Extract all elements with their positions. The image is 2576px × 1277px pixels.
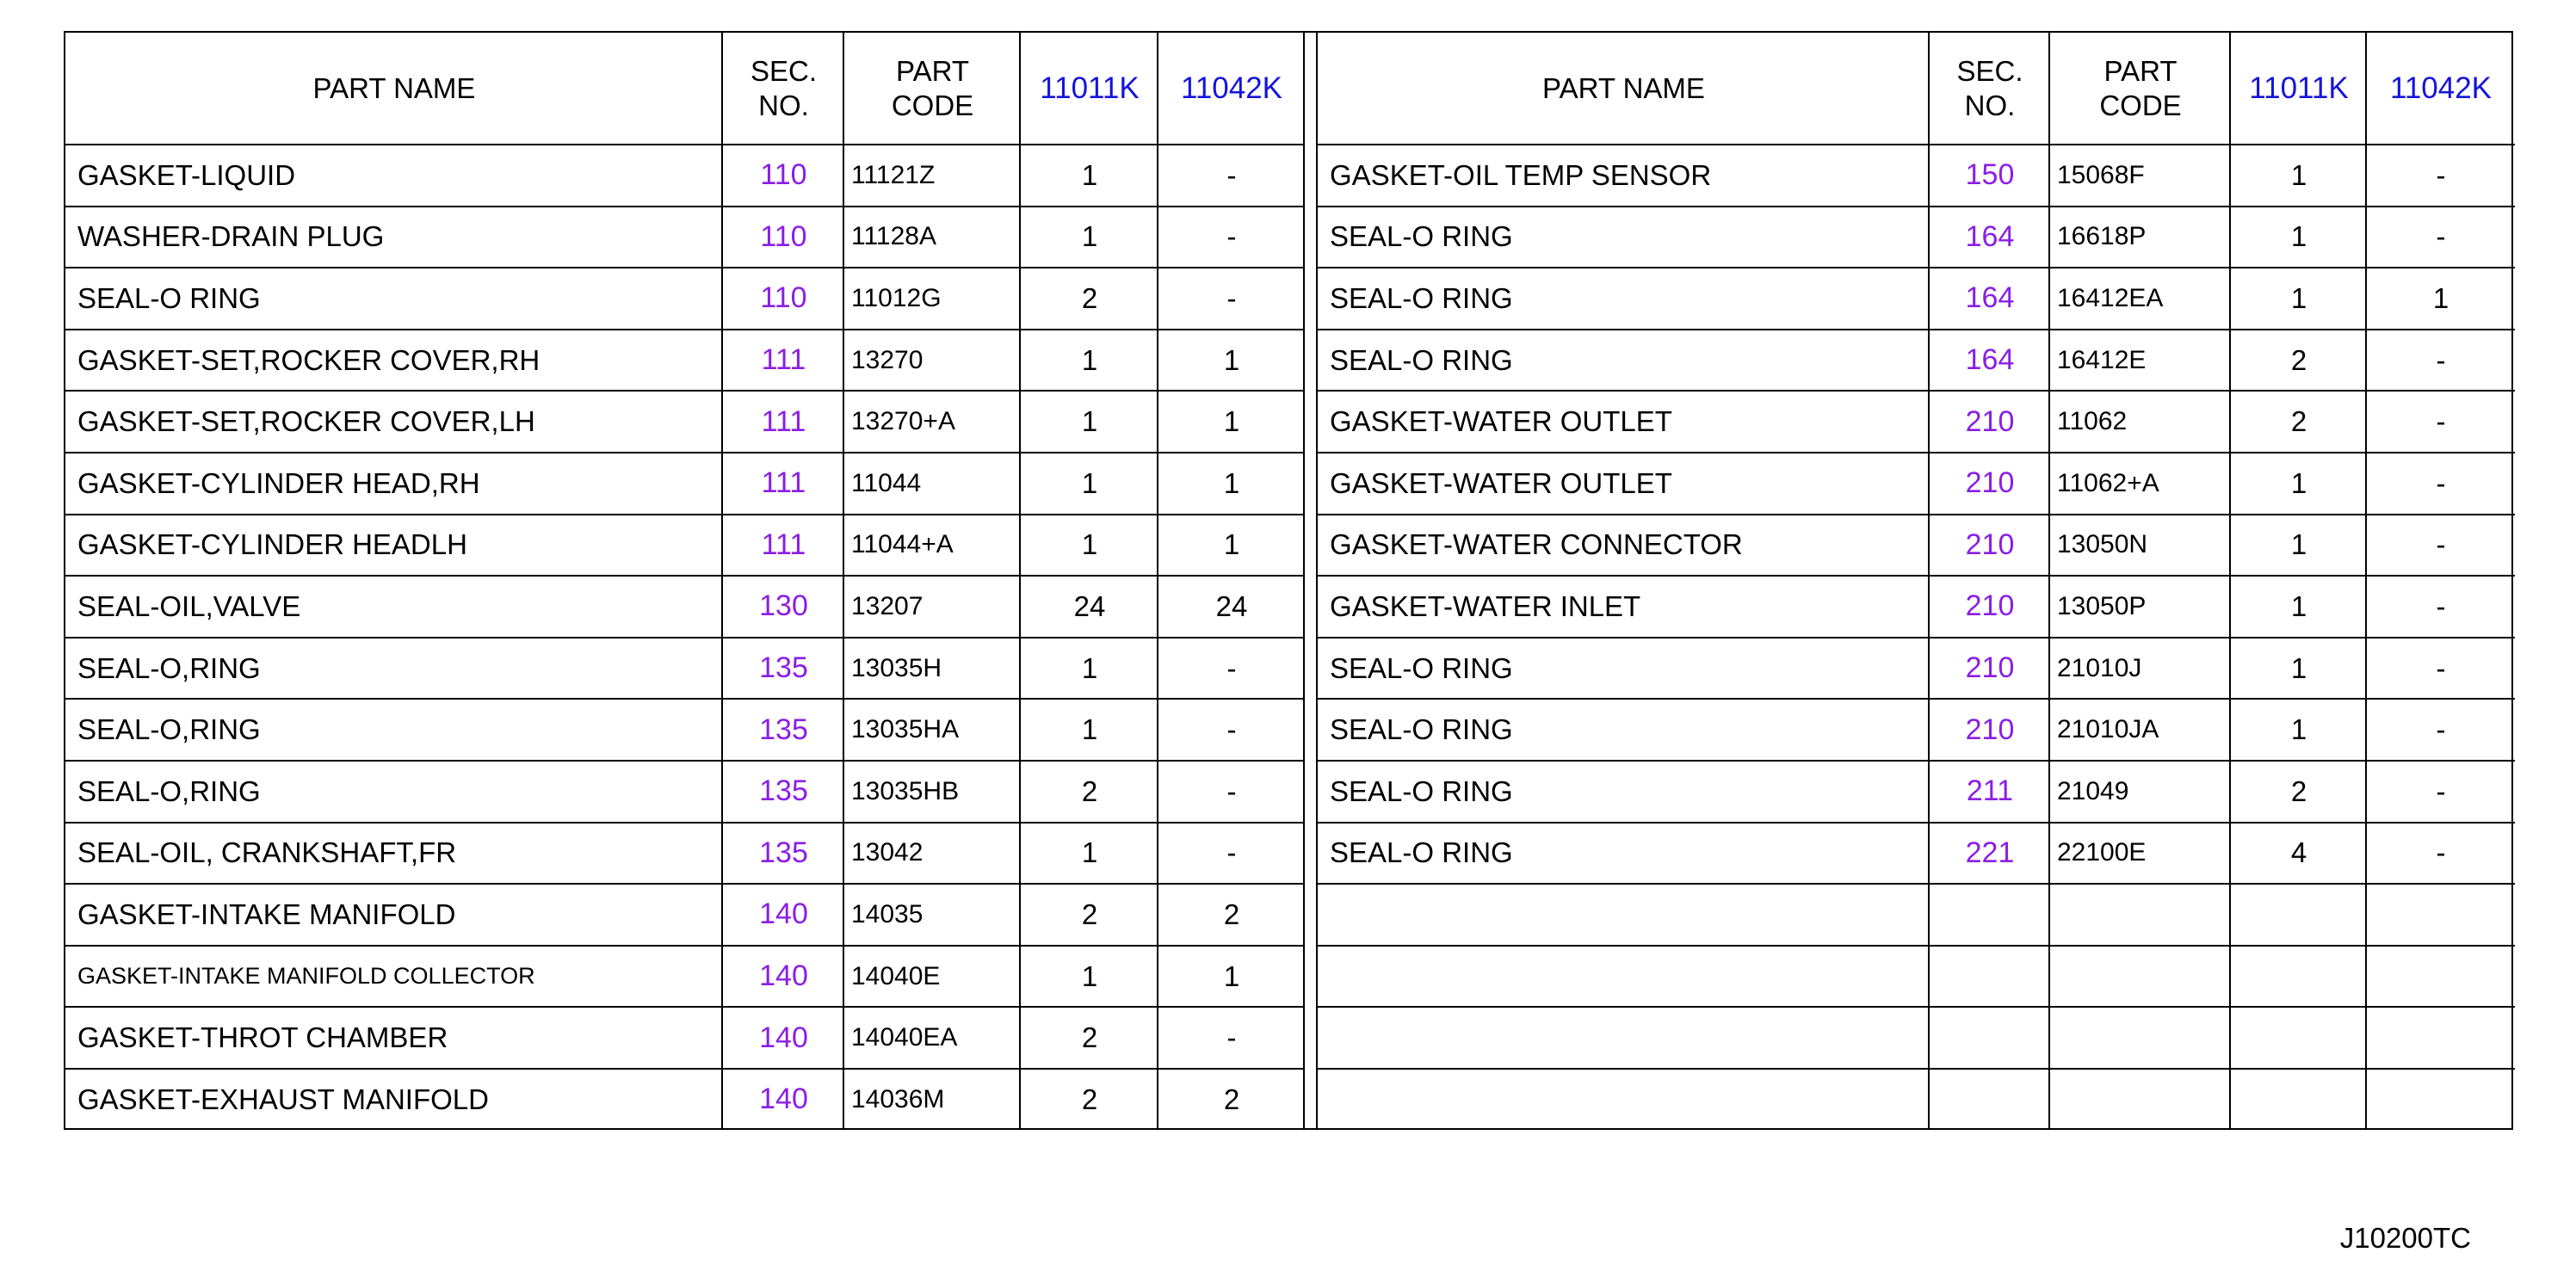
left-part-code: 11044 — [851, 468, 922, 497]
right-qty-11042k: - — [2436, 528, 2446, 561]
right-qty-11042k: - — [2436, 836, 2446, 869]
left-sec-no: 140 — [759, 1021, 808, 1054]
right-part-name: GASKET-WATER OUTLET — [1330, 405, 1672, 438]
right-part-code: 15068F — [2057, 160, 2145, 189]
left-sec-no: 110 — [760, 219, 807, 253]
left-qty-11042k: 1 — [1223, 528, 1240, 561]
left-qty-11042k: 2 — [1223, 1083, 1240, 1115]
right-qty-11042k — [2367, 1069, 2515, 1131]
right-sec-no — [1930, 1069, 2050, 1131]
right-header-part-name-text: PART NAME — [1542, 72, 1705, 104]
left-sec-no: 111 — [761, 466, 806, 500]
right-sec-no: 210 — [1965, 527, 2015, 561]
right-sec-no: 164 — [1965, 343, 2015, 377]
left-qty-11042k: 1 — [1223, 405, 1240, 438]
left-sec-no: 135 — [759, 774, 808, 808]
right-part-code — [2050, 946, 2231, 1008]
left-header-model-11011k — [1021, 33, 1158, 145]
left-header-model-11011k-text: 11011K — [1040, 71, 1140, 105]
left-sec-no: 135 — [759, 713, 808, 746]
right-header-sec-no-line: SEC. — [1956, 55, 2023, 87]
right-header-sec-no — [1930, 33, 2050, 145]
right-qty-11011k: 1 — [2290, 713, 2307, 746]
right-qty-11011k: 1 — [2290, 528, 2307, 561]
right-part-code — [2050, 1069, 2231, 1131]
left-part-name: SEAL-O,RING — [77, 774, 261, 807]
left-qty-11042k: 2 — [1223, 898, 1240, 930]
right-qty-11042k: - — [2436, 343, 2446, 376]
left-qty-11042k: 1 — [1223, 959, 1240, 992]
left-qty-11042k: 1 — [1223, 466, 1240, 499]
right-sec-no: 210 — [1965, 651, 2015, 685]
left-part-name: SEAL-OIL, CRANKSHAFT,FR — [77, 836, 457, 869]
right-qty-11042k: 1 — [2432, 281, 2449, 314]
right-part-name: SEAL-O RING — [1330, 651, 1513, 684]
left-part-name: SEAL-O,RING — [77, 651, 261, 684]
left-qty-11011k: 1 — [1081, 405, 1098, 438]
left-qty-11042k: - — [1226, 281, 1237, 314]
left-sec-no: 111 — [761, 527, 806, 561]
right-part-code: 16412E — [2057, 345, 2147, 374]
right-qty-11042k: - — [2436, 220, 2446, 253]
right-part-code: 11062+A — [2057, 468, 2159, 497]
right-header-part-code-text — [2099, 54, 2181, 123]
left-sec-no: 140 — [759, 959, 808, 993]
right-qty-11042k: - — [2436, 158, 2446, 191]
left-header-sec-no-text — [751, 54, 817, 123]
left-qty-11011k: 1 — [1081, 343, 1098, 376]
right-qty-11042k: - — [2436, 589, 2446, 622]
left-qty-11042k: 1 — [1223, 343, 1240, 376]
right-sec-no: 211 — [1966, 774, 2014, 808]
right-qty-11011k — [2231, 884, 2367, 946]
left-part-name: GASKET-CYLINDER HEAD,RH — [77, 466, 480, 499]
left-sec-no: 135 — [759, 651, 808, 685]
left-header-model-11042k — [1158, 33, 1305, 145]
right-qty-11042k — [2367, 884, 2515, 946]
left-qty-11011k: 1 — [1081, 959, 1098, 992]
left-qty-11011k: 1 — [1081, 528, 1098, 561]
left-qty-11011k: 24 — [1073, 589, 1106, 622]
right-part-name: SEAL-O RING — [1330, 281, 1513, 314]
left-qty-11042k: - — [1226, 836, 1237, 869]
left-qty-11042k: - — [1226, 1021, 1237, 1054]
right-part-name: GASKET-OIL TEMP SENSOR — [1330, 158, 1712, 191]
left-sec-no: 135 — [759, 836, 808, 869]
left-qty-11011k: 1 — [1081, 713, 1098, 746]
right-part-name: SEAL-O RING — [1330, 774, 1513, 807]
left-part-code: 13035HB — [851, 776, 960, 805]
right-part-name: GASKET-WATER OUTLET — [1330, 466, 1672, 499]
right-header-part-code-line: PART — [2103, 55, 2178, 87]
right-part-code: 13050P — [2057, 591, 2147, 620]
right-sec-no: 164 — [1965, 281, 2015, 315]
left-qty-11011k: 1 — [1081, 651, 1098, 684]
right-qty-11011k: 1 — [2290, 158, 2307, 191]
left-sec-no: 110 — [760, 158, 807, 192]
drawing-number: J10200TC — [2339, 1222, 2471, 1254]
left-part-code: 11012G — [851, 283, 942, 312]
right-part-code — [2050, 1007, 2231, 1069]
left-qty-11011k: 1 — [1081, 220, 1098, 253]
left-part-code: 11121Z — [851, 160, 936, 189]
right-qty-11042k: - — [2436, 466, 2446, 499]
right-qty-11011k — [2231, 946, 2367, 1008]
left-part-name: GASKET-CYLINDER HEADLH — [77, 528, 467, 561]
left-qty-11011k: 1 — [1081, 466, 1098, 499]
left-header-part-code-line: CODE — [891, 89, 974, 121]
right-qty-11042k — [2367, 1007, 2515, 1069]
left-sec-no: 130 — [759, 589, 808, 623]
right-part-name — [1318, 1007, 1930, 1069]
left-part-name: GASKET-SET,ROCKER COVER,LH — [77, 405, 535, 438]
right-sec-no: 210 — [1965, 589, 2015, 623]
right-header-sec-no-text — [1956, 54, 2023, 123]
right-header-model-11042k-text: 11042K — [2389, 71, 2493, 105]
right-sec-no: 150 — [1965, 158, 2015, 192]
right-part-name — [1318, 946, 1930, 1008]
left-part-name: SEAL-O,RING — [77, 713, 261, 746]
left-part-code: 11128A — [851, 222, 936, 251]
right-qty-11011k: 1 — [2290, 466, 2307, 499]
right-header-sec-no-line: NO. — [1964, 89, 2016, 121]
left-qty-11042k: - — [1226, 220, 1237, 253]
left-sec-no: 111 — [761, 343, 806, 377]
left-header-part-code-line: PART — [896, 55, 969, 87]
right-part-name: SEAL-O RING — [1330, 836, 1513, 869]
right-part-name: SEAL-O RING — [1330, 220, 1513, 253]
right-qty-11042k: - — [2436, 774, 2446, 807]
right-part-code: 21049 — [2057, 776, 2129, 805]
right-sec-no: 210 — [1965, 466, 2015, 500]
left-part-name: SEAL-O RING — [77, 281, 261, 314]
left-part-code: 14040EA — [851, 1023, 958, 1052]
left-sec-no: 140 — [759, 1083, 808, 1116]
right-sec-no: 210 — [1965, 404, 2015, 438]
left-part-code: 14040E — [851, 961, 941, 990]
right-part-code: 16618P — [2057, 222, 2147, 251]
left-qty-11011k: 1 — [1081, 836, 1098, 869]
left-part-code: 13035H — [851, 653, 942, 682]
left-part-code: 13035HA — [851, 715, 960, 744]
right-qty-11011k: 4 — [2290, 836, 2307, 869]
right-qty-11011k: 1 — [2290, 651, 2307, 684]
right-qty-11011k — [2231, 1069, 2367, 1131]
left-header-sec-no-line: NO. — [758, 89, 809, 121]
right-header-part-code — [2050, 33, 2231, 145]
left-part-name: SEAL-OIL,VALVE — [77, 589, 301, 622]
left-part-name: GASKET-INTAKE MANIFOLD COLLECTOR — [77, 963, 535, 990]
left-qty-11042k: - — [1226, 774, 1237, 807]
right-qty-11042k: - — [2436, 405, 2446, 438]
left-sec-no: 111 — [761, 404, 806, 438]
right-part-name: GASKET-WATER CONNECTOR — [1330, 528, 1743, 561]
right-qty-11011k: 1 — [2290, 220, 2307, 253]
left-header-part-code-text — [892, 54, 973, 123]
left-part-name: GASKET-SET,ROCKER COVER,RH — [77, 343, 541, 376]
left-part-code: 13042 — [851, 838, 924, 867]
left-qty-11042k: 24 — [1215, 589, 1248, 622]
left-part-code: 13270 — [851, 345, 924, 374]
left-part-name: GASKET-LIQUID — [77, 158, 296, 191]
right-qty-11011k: 1 — [2290, 281, 2307, 314]
left-qty-11011k: 2 — [1081, 774, 1098, 807]
right-part-code: 21010J — [2057, 653, 2142, 682]
left-part-code: 14036M — [851, 1084, 945, 1114]
left-qty-11042k: - — [1226, 713, 1237, 746]
right-qty-11042k: - — [2436, 713, 2446, 746]
left-header-part-name-text: PART NAME — [312, 72, 476, 104]
left-part-code: 13207 — [851, 591, 924, 620]
right-qty-11042k: - — [2436, 651, 2446, 684]
left-part-name: GASKET-THROT CHAMBER — [77, 1021, 448, 1054]
right-sec-no: 164 — [1965, 219, 2015, 253]
left-header-sec-no-line: SEC. — [750, 55, 818, 87]
left-qty-11011k: 2 — [1081, 1021, 1098, 1054]
right-sec-no — [1930, 1007, 2050, 1069]
right-sec-no — [1930, 884, 2050, 946]
left-part-name: GASKET-INTAKE MANIFOLD — [77, 898, 456, 930]
right-qty-11011k — [2231, 1007, 2367, 1069]
right-header-model-11011k — [2231, 33, 2367, 145]
left-qty-11042k: - — [1226, 158, 1237, 191]
left-header-sec-no — [723, 33, 844, 145]
right-header-model-11011k-text: 11011K — [2249, 71, 2349, 105]
right-part-code: 11062 — [2057, 407, 2128, 436]
right-qty-11011k: 2 — [2290, 343, 2307, 376]
left-header-part-code — [844, 33, 1021, 145]
left-part-code: 13270+A — [851, 407, 955, 436]
right-part-name: GASKET-WATER INLET — [1330, 589, 1641, 622]
right-sec-no — [1930, 946, 2050, 1008]
left-header-model-11042k-text: 11042K — [1180, 71, 1283, 105]
left-sec-no: 140 — [759, 898, 808, 931]
right-part-name: SEAL-O RING — [1330, 343, 1513, 376]
left-part-code: 11044+A — [851, 530, 954, 559]
left-qty-11011k: 2 — [1081, 1083, 1098, 1115]
right-header-part-name — [1318, 33, 1930, 145]
parts-table — [64, 31, 2513, 1130]
right-part-code: 22100E — [2057, 838, 2147, 867]
right-part-code: 16412EA — [2057, 283, 2164, 312]
left-part-code: 14035 — [851, 899, 924, 928]
left-qty-11011k: 2 — [1081, 281, 1098, 314]
left-header-part-name — [65, 33, 723, 145]
right-qty-11011k: 2 — [2290, 774, 2307, 807]
right-qty-11011k: 2 — [2290, 405, 2307, 438]
right-part-name — [1318, 884, 1930, 946]
right-part-code — [2050, 884, 2231, 946]
left-qty-11042k: - — [1226, 651, 1237, 684]
right-sec-no: 221 — [1965, 836, 2015, 869]
right-qty-11011k: 1 — [2290, 589, 2307, 622]
left-qty-11011k: 2 — [1081, 898, 1098, 930]
right-part-code: 13050N — [2057, 530, 2148, 559]
right-sec-no: 210 — [1965, 713, 2015, 746]
right-part-name: SEAL-O RING — [1330, 713, 1513, 746]
left-part-name: GASKET-EXHAUST MANIFOLD — [77, 1083, 489, 1115]
right-header-part-code-line: CODE — [2099, 89, 2182, 121]
left-part-name: WASHER-DRAIN PLUG — [77, 220, 385, 253]
left-sec-no: 110 — [760, 281, 807, 315]
right-qty-11042k — [2367, 946, 2515, 1008]
right-header-model-11042k — [2367, 33, 2515, 145]
right-part-name — [1318, 1069, 1930, 1131]
right-part-code: 21010JA — [2057, 715, 2159, 744]
left-qty-11011k: 1 — [1081, 158, 1098, 191]
